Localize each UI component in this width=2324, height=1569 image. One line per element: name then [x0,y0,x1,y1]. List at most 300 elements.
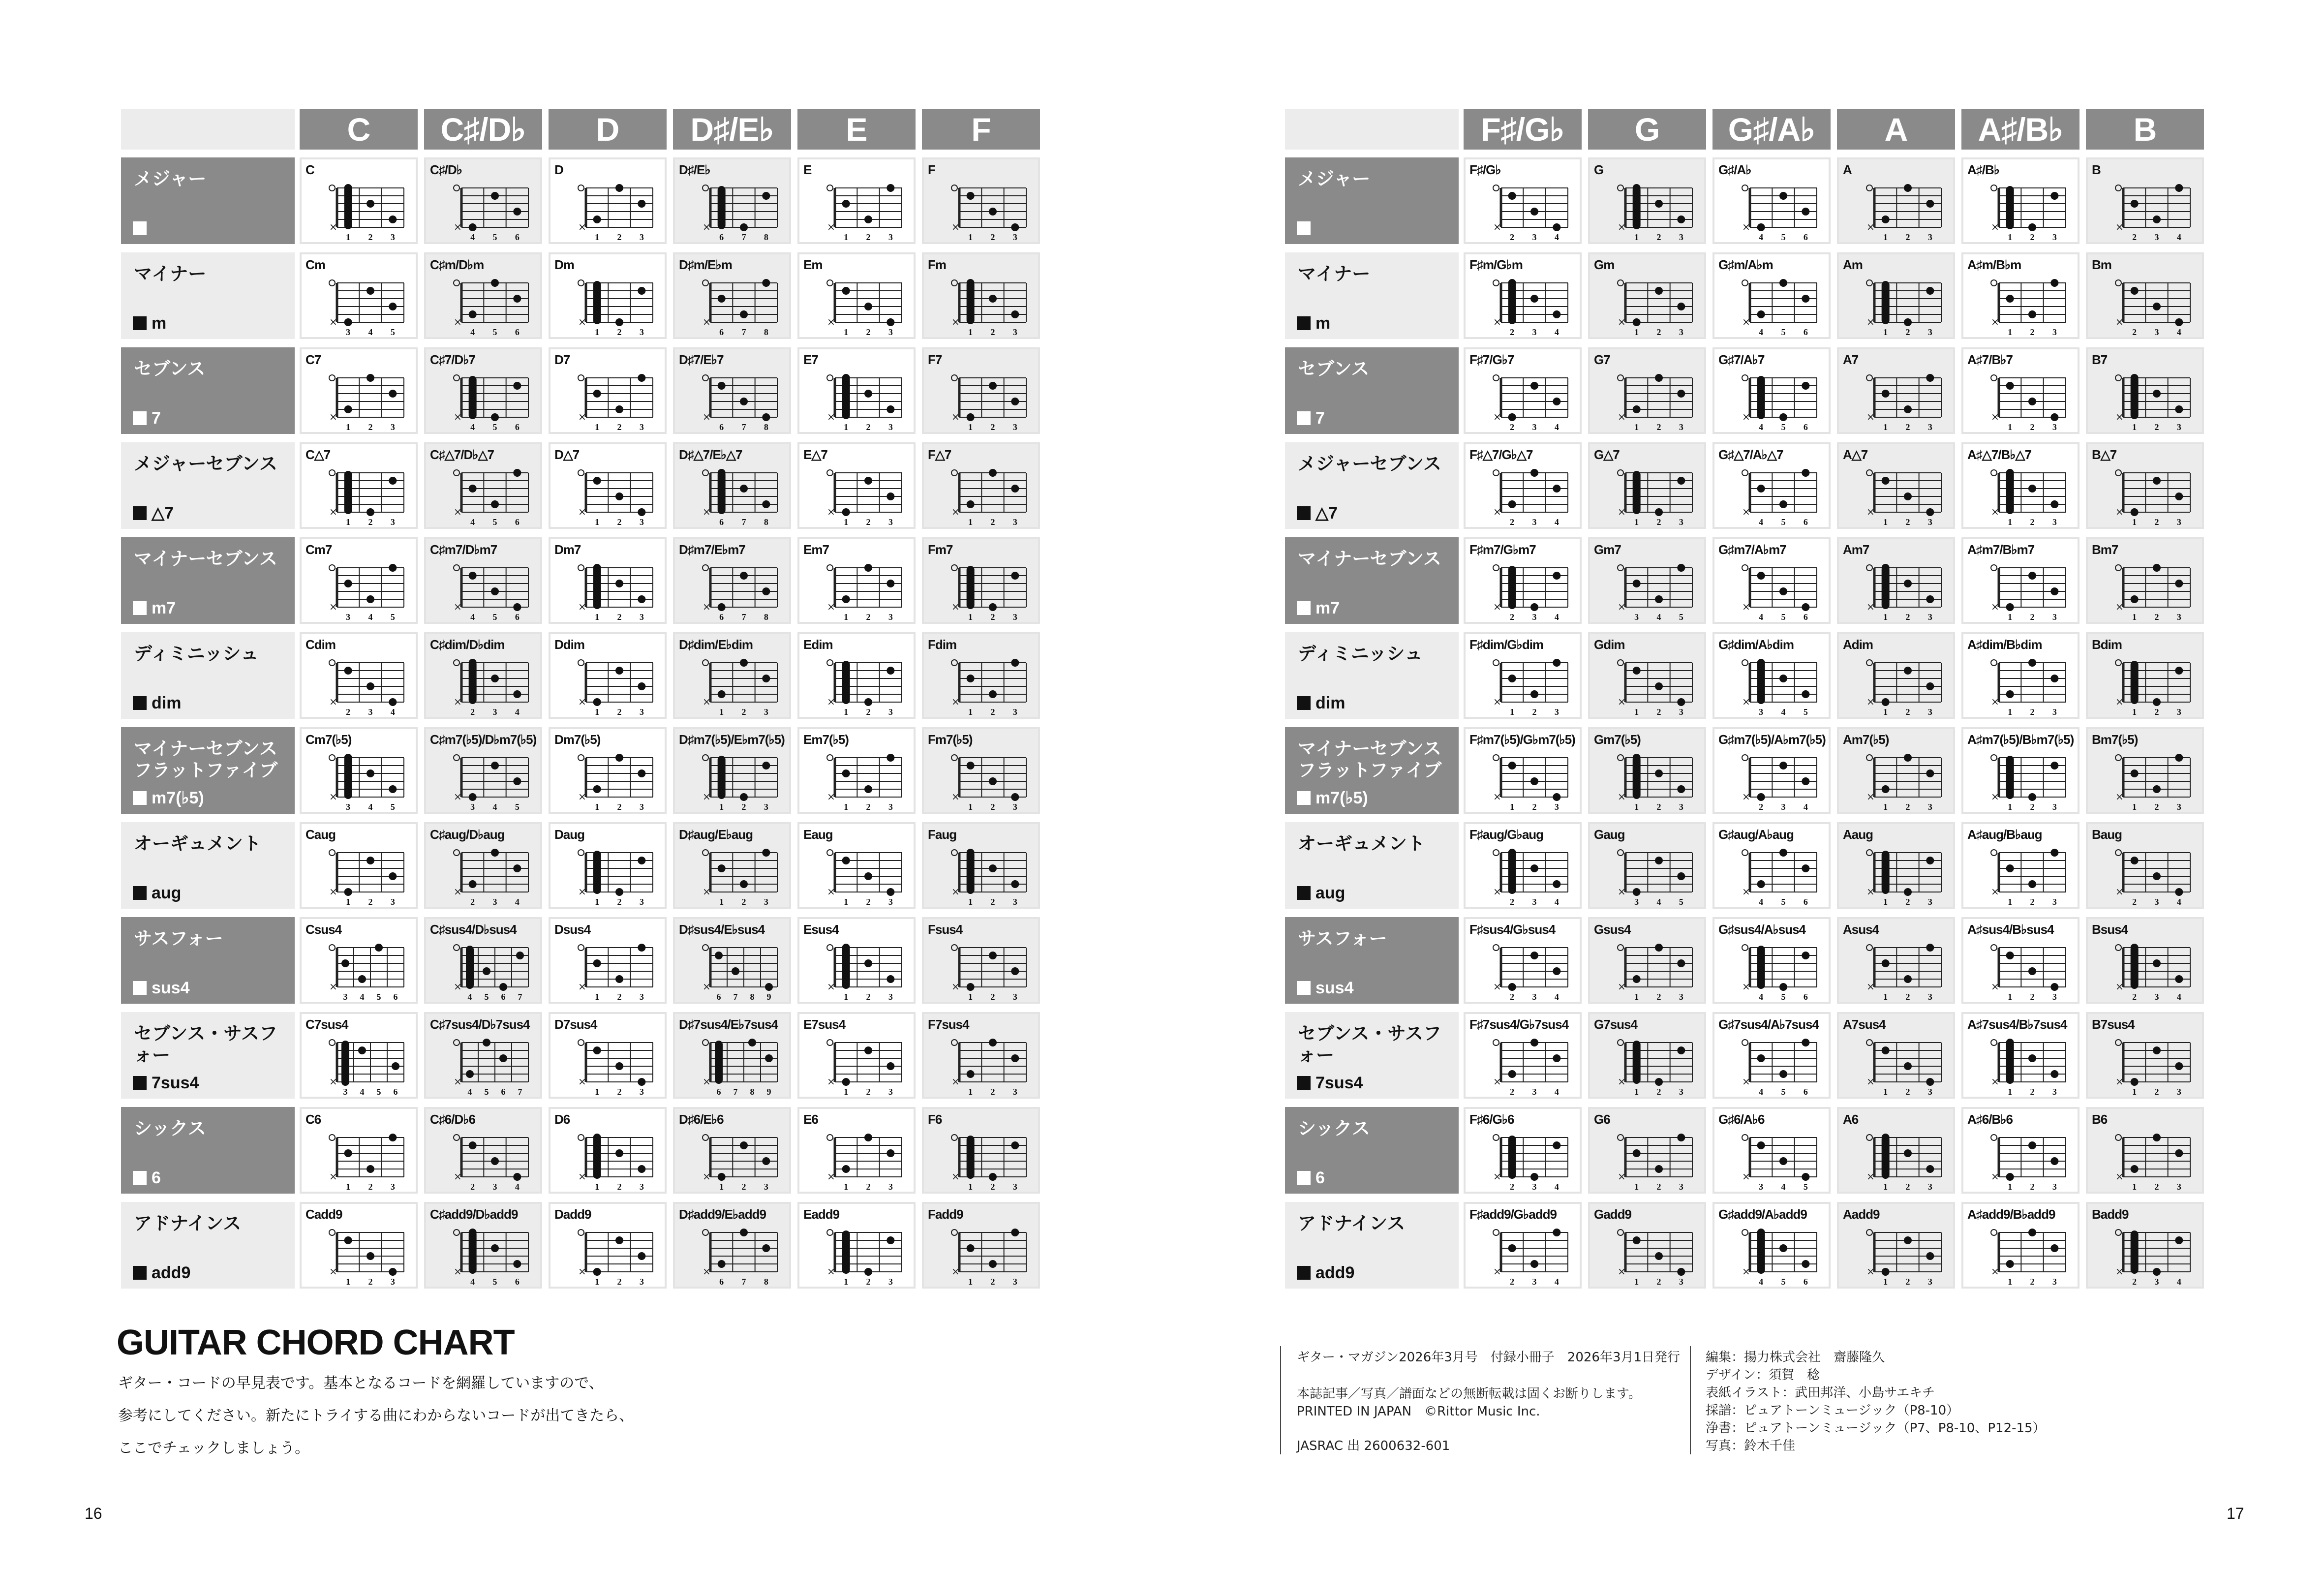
fret-number: 8 [764,517,768,527]
chord-cell [424,252,542,339]
chord-cell [797,1107,916,1194]
mute-mark: × [827,1076,835,1087]
chord-diagram [1866,470,1941,518]
mute-mark: × [578,316,586,328]
fret-number: 2 [617,232,622,242]
mute-mark: × [951,1170,960,1182]
row-suffix: dim [152,694,182,712]
chord-cell [673,347,791,434]
fret-number: 6 [719,232,724,242]
chord-name: D♯m7(♭5)/E♭m7(♭5) [679,732,785,747]
finger-dot [1802,1260,1809,1268]
mute-mark: × [1618,1076,1626,1087]
chord-name: A♯△7/B♭△7 [1967,447,2031,462]
chord-cell [1464,347,1582,434]
finger-dot [367,857,374,864]
finger-dot [1553,398,1560,405]
chord-name: Dm7 [554,542,581,557]
row-label-jp: シックス [134,1118,206,1139]
fret-number: 3 [1012,992,1017,1002]
chord-diagram [2115,280,2190,328]
mute-mark: × [827,1265,835,1277]
chord-name: Bm7(♭5) [2092,732,2138,747]
chord-name: Edim [803,637,833,652]
mute-mark: × [578,791,586,802]
chord-diagram-svg [1839,159,1953,242]
barre-mark [842,946,850,989]
finger-dot [1802,469,1809,477]
finger-dot [2006,1173,2014,1181]
chord-cell [549,252,667,339]
chord-diagram [454,469,528,518]
finger-dot [2028,1054,2036,1062]
fret-number: 3 [888,1182,893,1192]
fret-number: 4 [1759,897,1764,907]
mute-mark: × [454,886,462,897]
chord-diagram [1618,1134,1692,1182]
row-label-jp: アドナインス [1298,1213,1406,1234]
finger-dot [2131,287,2139,295]
fret-number: 3 [764,802,768,812]
chord-cell [424,917,542,1004]
fret-number: 1 [2008,517,2013,527]
finger-dot [1779,500,1787,508]
chord-name: G♯7sus4/A♭7sus4 [1718,1017,1819,1032]
finger-dot [1508,849,1516,857]
finger-dot [1530,690,1538,698]
chord-name: F♯/G♭ [1469,162,1501,177]
finger-dot [1904,405,1912,413]
chord-diagram [1866,564,1941,613]
chord-diagram [951,755,1026,802]
barre-mark [1508,851,1516,894]
fret-number: 4 [1554,612,1559,622]
fret-number: 2 [2030,1182,2035,1192]
fret-number: 2 [741,707,746,717]
finger-dot [1553,1141,1560,1149]
chord-diagram [578,184,653,233]
open-mark [1493,565,1499,571]
row-suffix: m7 [152,599,176,617]
chord-diagram [578,1040,653,1087]
fret-number: 4 [1554,1182,1559,1192]
mute-mark: × [1991,1265,1999,1277]
fret-number: 3 [1927,232,1932,242]
row-suffix: 7 [152,409,161,428]
open-mark [578,375,584,381]
chord-cell [1837,442,1955,529]
open-mark [1742,470,1748,476]
open-mark [454,1040,459,1046]
row-suffix: aug [152,884,182,902]
fret-number: 1 [346,422,351,432]
chord-cell [673,537,791,624]
chord-name: C7 [306,352,321,367]
finger-dot [2131,1165,2139,1173]
mute-mark: × [1742,696,1750,708]
mute-mark: × [703,601,711,613]
finger-dot [2175,888,2183,896]
finger-dot [1904,184,1912,192]
chord-name: Cdim [306,637,336,652]
finger-dot [2050,587,2058,595]
chord-cell [1837,1107,1955,1194]
open-mark [1866,1230,1872,1235]
finger-dot [989,469,997,477]
finger-dot [842,287,850,295]
finger-dot [1802,952,1809,959]
finger-dot [513,208,521,215]
fret-number: 1 [719,897,724,907]
chord-name: C♯dim/D♭dim [430,637,505,652]
fret-number: 8 [750,1087,755,1097]
finger-dot [1757,485,1765,492]
fret-number: 1 [595,1087,600,1097]
finger-dot [593,1046,601,1054]
finger-dot [1011,398,1019,405]
fret-number: 6 [1803,327,1808,337]
colophon-printed: PRINTED IN JAPAN ©Rittor Music Inc. [1297,1404,1540,1419]
mute-mark: × [1742,1265,1750,1277]
chord-diagram [454,279,528,328]
fret-number: 3 [390,1277,395,1287]
row-label-jp: オーギュメント [134,833,261,854]
finger-dot [762,1244,770,1252]
fret-number: 2 [1905,327,1910,337]
root-header: A♯/B♭ [1961,109,2079,150]
finger-dot [1011,659,1019,667]
fret-number: 3 [888,1277,893,1287]
chord-diagram [329,944,404,992]
open-mark [329,280,335,286]
chord-name: Faug [928,827,957,842]
chord-name: C♯6/D♭6 [430,1112,475,1127]
chord-diagram [454,945,528,992]
chord-name: A7sus4 [1843,1017,1886,1032]
chord-name: Bm7 [2092,542,2118,557]
finger-dot [1757,1054,1765,1062]
finger-dot [1553,572,1560,580]
mute-mark: × [454,221,462,233]
chord-cell [1961,632,2079,719]
open-mark [1866,850,1872,856]
fret-number: 3 [2154,992,2159,1002]
chord-diagram [827,944,902,992]
fret-number: 4 [1554,327,1559,337]
chord-diagram [1618,850,1692,897]
finger-dot [469,1229,477,1236]
chord-cell [1961,727,2079,814]
chord-cell [922,727,1040,814]
finger-dot [1530,1260,1538,1268]
fret-number: 3 [1012,1087,1017,1097]
finger-dot [1508,413,1516,421]
finger-dot [2050,1070,2058,1078]
finger-dot [1530,864,1538,872]
page-right [1162,0,2324,1569]
finger-dot [469,659,477,667]
open-mark [1742,565,1748,571]
fret-number: 1 [844,517,849,527]
chord-diagram [454,755,528,802]
chord-diagram [329,564,404,613]
fret-number: 3 [343,1087,348,1097]
open-mark [329,1230,335,1235]
fret-number: 2 [2030,327,2035,337]
open-mark [1866,280,1872,286]
mute-mark: × [1618,316,1626,328]
finger-dot [864,1134,872,1141]
finger-dot [491,1244,499,1252]
fret-number: 1 [719,1182,724,1192]
open-mark [1618,280,1623,286]
finger-dot [513,777,521,785]
mute-mark: × [827,411,835,423]
mute-mark: × [329,1170,337,1182]
finger-dot [389,1134,397,1141]
chord-cell [922,347,1040,434]
finger-dot [344,580,352,587]
row-label-en [1297,314,1330,333]
finger-dot [1802,295,1809,303]
finger-dot [967,500,975,508]
fret-number: 4 [360,992,365,1002]
fret-number: 4 [1656,612,1661,622]
finger-dot [989,208,997,215]
chord-cell [1961,442,2079,529]
fret-number: 1 [968,327,973,337]
finger-dot [1530,469,1538,477]
finger-dot [491,675,499,682]
fret-number: 2 [990,612,995,622]
finger-dot [1802,382,1809,390]
chord-name: Ddim [554,637,584,652]
chord-cell [922,632,1040,719]
fret-number: 3 [1532,327,1537,337]
mute-mark: × [2115,316,2124,328]
root-header: F♯/G♭ [1464,109,1582,150]
finger-dot [967,587,975,595]
finger-dot [989,382,997,390]
fret-number: 3 [1012,422,1017,432]
fret-number: 3 [1759,707,1764,717]
fret-number: 7 [741,422,746,432]
chord-cell [1464,632,1582,719]
chord-cell [1712,157,1831,244]
fret-number: 1 [346,232,351,242]
finger-dot [718,382,726,390]
fret-number: 2 [2030,992,2035,1002]
intro-line: 参考にしてください。新たにトライする曲にわからないコードが出てきたら、 [118,1407,634,1424]
finger-dot [1882,215,1890,223]
finger-dot [1904,1149,1912,1157]
finger-dot [593,959,601,967]
chord-name: G♯7/A♭7 [1718,352,1765,367]
fret-number: 3 [2176,707,2181,717]
fret-number: 5 [492,422,497,432]
open-mark [1493,755,1499,761]
finger-dot [1802,777,1809,785]
square-icon [1297,316,1311,330]
finger-dot [389,872,397,880]
row-label-jp: サスフォー [134,928,223,949]
chord-diagram [1493,659,1568,708]
fret-number: 1 [1883,612,1888,622]
finger-dot [1779,675,1787,682]
finger-dot [1011,223,1019,231]
fret-number: 4 [2176,1277,2181,1287]
finger-dot [989,603,997,611]
barre-mark [466,946,474,989]
fret-number: 2 [1656,992,1661,1002]
square-icon [133,316,147,330]
finger-dot [1757,1141,1765,1149]
finger-dot [967,762,975,769]
fret-number: 3 [888,707,893,717]
open-mark [827,1135,833,1140]
finger-dot [2028,1141,2036,1149]
open-mark [1991,375,1997,381]
fret-number: 3 [1532,517,1537,527]
finger-dot [864,785,872,793]
chord-diagram [578,1230,653,1277]
fret-number: 6 [501,992,506,1002]
fret-number: 2 [866,327,871,337]
finger-dot [367,1165,374,1173]
fret-number: 1 [1883,707,1888,717]
open-mark [329,660,335,666]
chord-diagram [951,1039,1026,1087]
chord-diagram [703,849,777,897]
chord-diagram [2115,1134,2190,1182]
fret-number: 5 [1781,1087,1786,1097]
open-mark [578,280,584,286]
fret-number: 3 [1634,897,1639,907]
row-label-en [133,694,181,713]
mute-mark: × [703,221,711,233]
chord-name: A♯/B♭ [1967,162,2000,177]
finger-dot [1633,1149,1641,1157]
chord-name: Csus4 [306,922,342,937]
chord-name: D△7 [554,447,580,462]
fret-number: 2 [990,897,995,907]
fret-number: 7 [741,612,746,622]
fret-number: 2 [1905,802,1910,812]
finger-dot [469,572,477,580]
fret-number: 7 [733,992,738,1002]
finger-dot [344,184,352,192]
open-mark [1493,1135,1499,1140]
fret-number: 5 [1781,1277,1786,1287]
fret-number: 2 [1905,1182,1910,1192]
chord-diagram [1991,1135,2066,1182]
mute-mark: × [2115,221,2124,233]
finger-dot [1655,200,1663,208]
finger-dot [344,318,352,326]
finger-dot [638,1165,645,1173]
fret-number: 3 [1679,517,1683,527]
fret-number: 4 [1759,1277,1764,1287]
chord-diagram [1742,279,1817,328]
mute-mark: × [1493,886,1501,897]
fret-number: 3 [1927,992,1932,1002]
open-mark [454,565,459,571]
mute-mark: × [454,791,462,802]
fret-number: 1 [968,422,973,432]
chord-name: F♯m7(♭5)/G♭m7(♭5) [1469,732,1575,747]
chord-diagram [1866,944,1941,992]
fret-number: 1 [595,612,600,622]
fret-number: 1 [968,1182,973,1192]
finger-dot [2050,279,2058,287]
chord-name: D♯add9/E♭add9 [679,1207,766,1222]
fret-number: 3 [346,802,351,812]
finger-dot [887,492,894,500]
open-mark [1866,755,1872,761]
chord-diagram [2115,184,2190,233]
fret-number: 1 [595,1182,600,1192]
open-mark [1618,470,1623,476]
chord-cell [1961,537,2079,624]
open-mark [454,850,459,856]
chord-diagram [1991,755,2066,802]
open-mark [1742,1230,1748,1235]
open-mark [454,1135,459,1140]
fret-number: 3 [1927,1277,1932,1287]
row-label [121,1202,295,1289]
chord-cell [673,1202,791,1289]
finger-dot [593,477,601,485]
mute-mark: × [1742,1076,1750,1087]
fret-number: 8 [764,327,768,337]
mute-mark: × [329,791,337,802]
fret-number: 2 [990,327,995,337]
open-mark [1991,565,1997,571]
finger-dot [1508,1244,1516,1252]
open-mark [1742,755,1748,761]
chord-diagram [1991,279,2066,328]
finger-dot [842,944,850,952]
mute-mark: × [1866,696,1875,708]
row-label [121,1107,295,1194]
finger-dot [718,1260,726,1268]
fret-number: 7 [518,992,522,1002]
chord-cell [922,537,1040,624]
fret-number: 3 [1012,802,1017,812]
row-suffix: m7(♭5) [1315,789,1368,807]
finger-dot [864,959,872,967]
chord-name: Gsus4 [1594,922,1631,937]
chord-diagram [1618,374,1692,423]
finger-dot [1011,1141,1019,1149]
chord-diagram [1742,375,1817,423]
finger-dot [1655,374,1663,382]
finger-dot [762,500,770,508]
mute-mark: × [1742,1170,1750,1182]
open-mark [703,565,708,571]
fret-number: 1 [2132,612,2137,622]
finger-dot [593,1268,601,1276]
row-label-en [133,788,204,808]
open-mark [827,755,833,761]
finger-dot [1011,1054,1019,1062]
open-mark [454,1230,459,1235]
finger-dot [842,1078,850,1086]
mute-mark: × [578,601,586,613]
fret-number: 3 [1554,707,1559,717]
chord-name: F♯7sus4/G♭7sus4 [1469,1017,1569,1032]
chord-diagram [1742,755,1817,802]
